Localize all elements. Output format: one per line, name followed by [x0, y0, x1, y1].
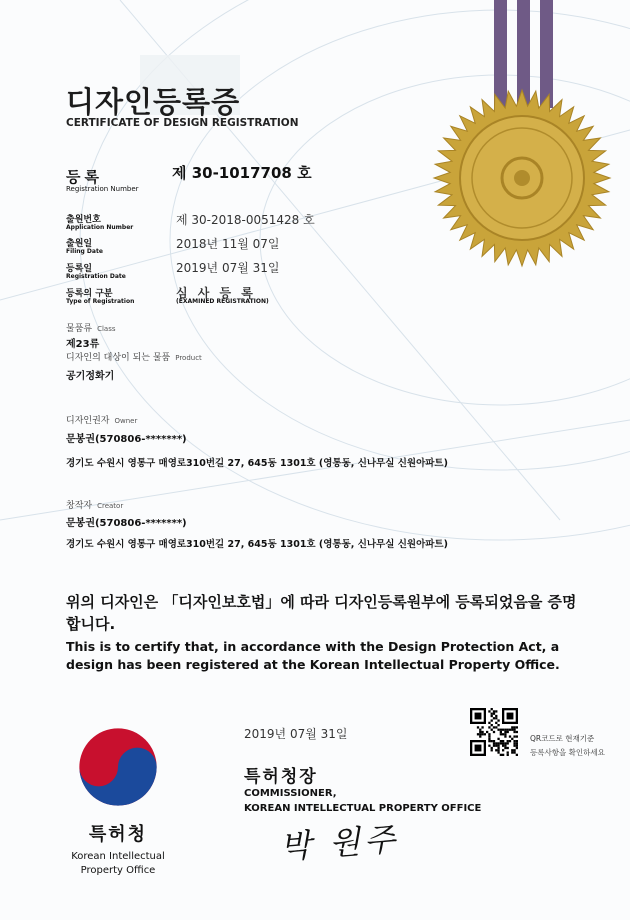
- certification-text-ko: 위의 디자인은 「디자인보호법」에 따라 디자인등록원부에 등록되었음을 증명합니다.: [66, 593, 577, 633]
- application-number-label: 출원번호: [66, 215, 101, 225]
- qr-instruction-line1: QR코드로 현재기준: [530, 734, 595, 743]
- registration-type-value: 심 사 등 록: [176, 286, 256, 300]
- issue-date: 2019년 07월 31일: [244, 727, 348, 741]
- filing-date-label-en: Filing Date: [66, 248, 103, 255]
- owner-name: 문봉권(570806-*******): [66, 434, 187, 445]
- commissioner-title-en: COMMISSIONER,: [244, 788, 337, 799]
- registration-label-en: Registration Number: [66, 185, 139, 193]
- commissioner-signature: 박 원주: [278, 819, 401, 867]
- application-number-value: 제 30-2018-0051428 호: [176, 213, 315, 227]
- filing-date-value: 2018년 11월 07일: [176, 237, 280, 251]
- registration-type-value-en: (EXAMINED REGISTRATION): [176, 298, 269, 305]
- commissioner-title-ko: 특허청장: [244, 767, 318, 787]
- creator-name: 문봉권(570806-*******): [66, 518, 187, 529]
- office-name-en-line1: Korean Intellectual: [71, 851, 165, 862]
- registration-label: 등록: [66, 168, 103, 186]
- owner-address: 경기도 수원시 영통구 매영로310번길 27, 645동 1301호 (영통동, 신나무실 신원아파트): [66, 458, 448, 469]
- certificate-title: 디자인등록증: [66, 85, 241, 119]
- filing-date-label: 출원일: [66, 239, 93, 249]
- registration-date-value: 2019년 07월 31일: [176, 261, 280, 275]
- office-name-ko: 특허청: [88, 824, 148, 845]
- application-number-label-en: Application Number: [66, 224, 134, 231]
- owner-label: 디자인권자 Owner: [66, 416, 138, 426]
- registration-type-label: 등록의 구분: [66, 289, 113, 299]
- registration-date-label: 등록일: [66, 264, 93, 274]
- registration-date-label-en: Registration Date: [66, 273, 126, 280]
- creator-label: 창작자 Creator: [66, 501, 124, 511]
- class-value: 제23류: [66, 339, 100, 350]
- product-label: 디자인의 대상이 되는 물품 Product: [66, 353, 202, 363]
- gold-seal-icon: [432, 88, 612, 268]
- qr-code-icon[interactable]: [470, 708, 518, 756]
- registration-number: 제 30-1017708 호: [172, 164, 312, 182]
- qr-instruction-line2: 등록사항을 확인하세요: [530, 748, 605, 757]
- office-name-en-line2: Property Office: [80, 865, 156, 876]
- certification-text-en: This is to certify that, in accordance with the Design Protection Act, a design has been registered at the Korean Intellectual Property Office.: [66, 639, 560, 672]
- class-label: 물품류 Class: [66, 324, 116, 334]
- certificate-title-en: CERTIFICATE OF DESIGN REGISTRATION: [66, 117, 299, 129]
- commissioner-office-en: KOREAN INTELLECTUAL PROPERTY OFFICE: [244, 803, 482, 814]
- creator-address: 경기도 수원시 영통구 매영로310번길 27, 645동 1301호 (영통동, 신나무실 신원아파트): [66, 539, 448, 550]
- product-value: 공기정화기: [66, 371, 115, 382]
- registration-type-label-en: Type of Registration: [66, 298, 135, 305]
- taegeuk-logo-icon: [76, 725, 160, 809]
